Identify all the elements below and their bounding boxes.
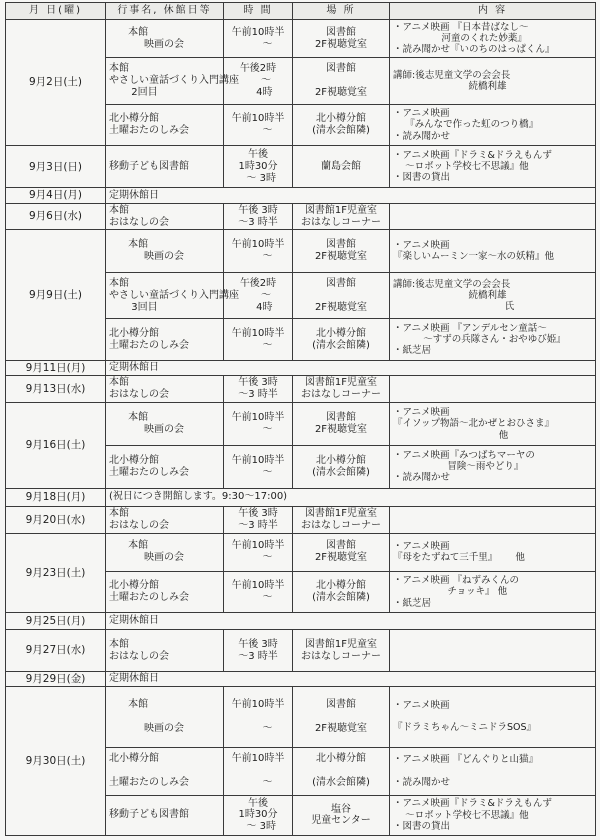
event-cell: 本館 やさしい童話づくり入門講座 2回目 [106, 58, 224, 105]
date-cell: 9月25日(月) [6, 613, 106, 630]
date-cell: 9月6日(水) [6, 203, 106, 230]
time-cell: 午前10時半 〜 [224, 20, 293, 58]
place-cell: 図書館1F児童室 おはなしコーナー [293, 630, 390, 671]
header-content: 内 容 [390, 3, 596, 20]
time-cell: 午後 3時 〜3 時半 [224, 507, 293, 534]
time-cell: 午前10時半 〜 [224, 571, 293, 612]
place-cell: 図書館1F児童室 おはなしコーナー [293, 507, 390, 534]
content-cell [390, 375, 596, 402]
schedule-row [6, 188, 596, 203]
event-cell: 移動子ども図書館 [106, 146, 224, 188]
place-cell: 図書館 2F視聴覚室 [293, 230, 390, 272]
event-cell: 本館 おはなしの会 [106, 630, 224, 671]
time-cell: 午後2時 〜 4時 [224, 58, 293, 105]
time-cell: 午前10時半 〜 [224, 104, 293, 145]
event-cell: 本館 やさしい童話づくり入門講座 3回目 [106, 272, 224, 319]
content-cell: ・アニメ映画 『日本昔ばなし〜 河童のくれた妙薬』 ・読み聞かせ『いのちのはっぱくん』 [390, 20, 596, 58]
schedule-row [6, 360, 596, 375]
schedule-row [6, 630, 596, 671]
notice-cell: 定期休館日 [106, 671, 596, 686]
content-cell: ・アニメ映画 『ねずみくんの チョッキ』 他 ・紙芝居 [390, 571, 596, 612]
event-cell: 北小樽分館 土曜おたのしみ会 [106, 446, 224, 488]
event-cell: 本館 おはなしの会 [106, 375, 224, 402]
date-cell: 9月3日(日) [6, 146, 106, 188]
place-cell: 図書館 2F視聴覚室 [293, 686, 390, 747]
content-cell: ・アニメ映画 『アンデルセン童話〜 〜すずの兵隊さん・おやゆび姫』 ・紙芝居 [390, 319, 596, 360]
event-cell: 北小樽分館 土曜おたのしみ会 [106, 104, 224, 145]
content-cell: ・アニメ映画『ドラミ&ドラえもんず 〜ロボット学校七不思議』他 ・図書の貸出 [390, 146, 596, 188]
schedule-row [6, 488, 596, 506]
date-cell: 9月30日(土) [6, 686, 106, 835]
date-cell: 9月16日(土) [6, 402, 106, 488]
event-cell: 北小樽分館 土曜おたのしみ会 [106, 747, 224, 795]
content-cell: ・アニメ映画『みつばちマーヤの 冒険〜雨やどり』 ・読み聞かせ [390, 446, 596, 488]
content-cell: ・アニメ映画 『イソップ物語〜北かぜとおひさま』 他 [390, 402, 596, 445]
time-cell: 午前10時半 〜 [224, 446, 293, 488]
date-cell: 9月23日(土) [6, 533, 106, 612]
content-cell: ・アニメ映画 『母をたずねて三千里』 他 [390, 533, 596, 571]
schedule-row [6, 507, 596, 534]
content-cell: 講師:後志児童文学の会会長 続橋利雄 [390, 58, 596, 105]
place-cell: 図書館 2F視聴覚室 [293, 20, 390, 58]
content-cell: ・アニメ映画『ドラミ&ドラえもんず 〜ロボット学校七不思議』他 ・図書の貸出 [390, 795, 596, 835]
notice-cell: 定期休館日 [106, 188, 596, 203]
schedule-row [6, 613, 596, 630]
place-cell: 図書館 2F視聴覚室 [293, 533, 390, 571]
event-cell: 本館 映画の会 [106, 20, 224, 58]
place-cell: 蘭島会館 [293, 146, 390, 188]
place-cell: 北小樽分館 (清水会館隣) [293, 747, 390, 795]
time-cell: 午後 1時30分 〜 3時 [224, 146, 293, 188]
header-row [6, 3, 596, 20]
date-cell: 9月11日(月) [6, 360, 106, 375]
place-cell: 図書館1F児童室 おはなしコーナー [293, 375, 390, 402]
schedule-row [6, 375, 596, 402]
content-cell: ・アニメ映画 『楽しいムーミン一家〜水の妖精』他 [390, 230, 596, 272]
schedule-body [6, 20, 596, 836]
time-cell: 午後2時 〜 4時 [224, 272, 293, 319]
content-cell [390, 630, 596, 671]
date-cell: 9月9日(土) [6, 230, 106, 360]
place-cell: 北小樽分館 (清水会館隣) [293, 446, 390, 488]
event-cell: 本館 映画の会 [106, 533, 224, 571]
date-cell: 9月18日(月) [6, 488, 106, 506]
place-cell: 北小樽分館 (清水会館隣) [293, 104, 390, 145]
event-cell: 本館 映画の会 [106, 686, 224, 747]
place-cell: 塩谷 児童センター [293, 795, 390, 835]
date-cell: 9月27日(水) [6, 630, 106, 671]
notice-cell: 定期休館日 [106, 613, 596, 630]
schedule-row [6, 20, 596, 58]
time-cell: 午前10時半 〜 [224, 747, 293, 795]
schedule-row [6, 203, 596, 230]
schedule-row [6, 671, 596, 686]
place-cell: 図書館1F児童室 おはなしコーナー [293, 203, 390, 230]
content-cell [390, 507, 596, 534]
header-place: 場 所 [293, 3, 390, 20]
event-cell: 北小樽分館 土曜おたのしみ会 [106, 319, 224, 360]
content-cell: ・アニメ映画 『どんぐりと山猫』 ・読み聞かせ [390, 747, 596, 795]
date-cell: 9月13日(水) [6, 375, 106, 402]
schedule-row [6, 533, 596, 571]
place-cell: 北小樽分館 (清水会館隣) [293, 319, 390, 360]
header-time: 時 間 [224, 3, 293, 20]
time-cell: 午後 3時 〜3 時半 [224, 375, 293, 402]
event-cell: 本館 おはなしの会 [106, 507, 224, 534]
schedule-row [6, 146, 596, 188]
place-cell: 北小樽分館 (清水会館隣) [293, 571, 390, 612]
time-cell: 午前10時半 〜 [224, 319, 293, 360]
content-cell: 講師:後志児童文学の会会長 続橋利雄 氏 [390, 272, 596, 319]
event-cell: 本館 映画の会 [106, 402, 224, 445]
place-cell: 図書館 2F視聴覚室 [293, 58, 390, 105]
schedule-row [6, 230, 596, 272]
schedule-row [6, 402, 596, 445]
schedule-row [6, 686, 596, 747]
event-cell: 本館 映画の会 [106, 230, 224, 272]
place-cell: 図書館 2F視聴覚室 [293, 402, 390, 445]
content-cell [390, 203, 596, 230]
time-cell: 午前10時半 〜 [224, 533, 293, 571]
header-event: 行事名, 休館日等 [106, 3, 224, 20]
event-cell: 移動子ども図書館 [106, 795, 224, 835]
date-cell: 9月4日(月) [6, 188, 106, 203]
place-cell: 図書館 2F視聴覚室 [293, 272, 390, 319]
time-cell: 午前10時半 〜 [224, 402, 293, 445]
schedule-table [5, 2, 596, 836]
time-cell: 午後 1時30分 〜 3時 [224, 795, 293, 835]
content-cell: ・アニメ映画 『みんなで作った虹のつり橋』 ・読み聞かせ [390, 104, 596, 145]
event-cell: 本館 おはなしの会 [106, 203, 224, 230]
time-cell: 午前10時半 〜 [224, 686, 293, 747]
notice-cell: 定期休館日 [106, 360, 596, 375]
content-cell: ・アニメ映画 『ドラミちゃん〜ミニドラSOS』 [390, 686, 596, 747]
event-cell: 北小樽分館 土曜おたのしみ会 [106, 571, 224, 612]
date-cell: 9月2日(土) [6, 20, 106, 146]
time-cell: 午前10時半 〜 [224, 230, 293, 272]
date-cell: 9月20日(水) [6, 507, 106, 534]
time-cell: 午後 3時 〜3 時半 [224, 630, 293, 671]
date-cell: 9月29日(金) [6, 671, 106, 686]
header-date: 月 日(曜) [6, 3, 106, 20]
time-cell: 午後 3時 〜3 時半 [224, 203, 293, 230]
notice-cell: (祝日につき開館します。9:30〜17:00) [106, 488, 596, 506]
